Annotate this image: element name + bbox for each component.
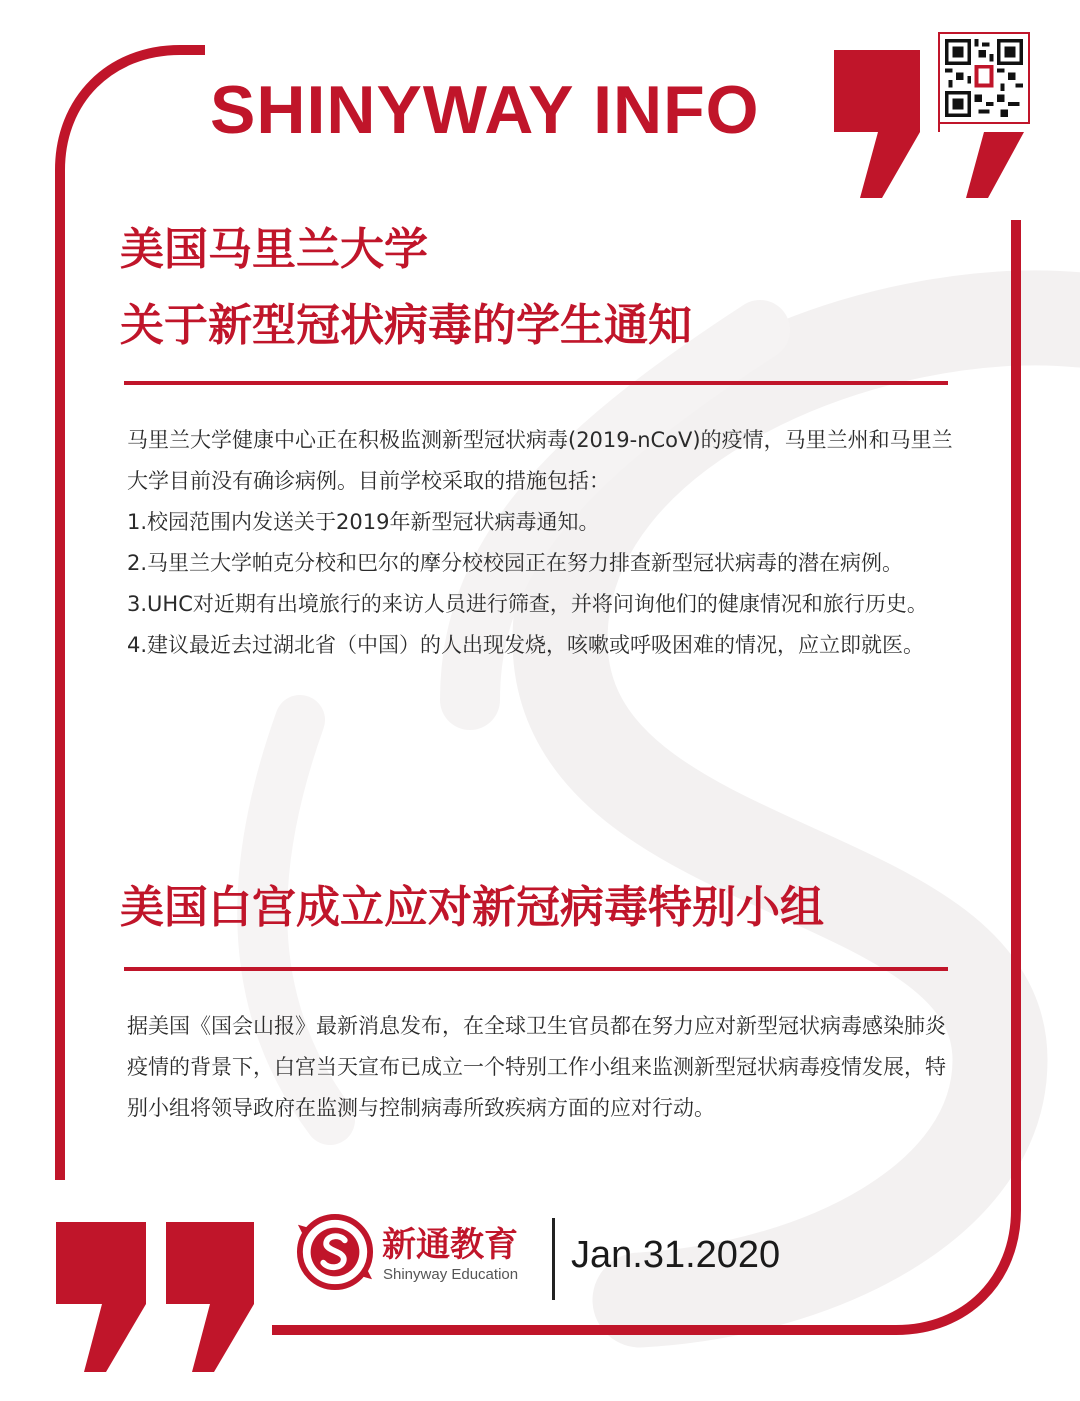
opening-quote-icon bbox=[56, 1222, 254, 1372]
section1-list-item-4: 4.建议最近去过湖北省（中国）的人出现发烧，咳嗽或呼吸困难的情况，应立即就医。 bbox=[127, 633, 925, 657]
footer-divider bbox=[552, 1218, 555, 1300]
section1-title-line2: 关于新型冠状病毒的学生通知 bbox=[120, 300, 692, 351]
section1-body bbox=[127, 420, 955, 666]
section2-paragraph: 据美国《国会山报》最新消息发布，在全球卫生官员都在努力应对新型冠状病毒感染肺炎疫情的背景下，白宫当天宣布已成立一个特别工作小组来监测新型冠状病毒疫情发展，特别小组将领导政府在监测与控制病毒所致疾病方面的应对行动。 bbox=[127, 1014, 946, 1120]
section1-list-item-1: 1.校园范围内发送关于2019年新型冠状病毒通知。 bbox=[127, 510, 600, 534]
header-title: SHINYWAY INFO bbox=[210, 72, 760, 148]
brand-name-en: Shinyway Education bbox=[383, 1266, 519, 1283]
section1-list-item-3: 3.UHC对近期有出境旅行的来访人员进行筛查，并将问询他们的健康情况和旅行历史。 bbox=[127, 592, 928, 616]
brand-name-cn: 新通教育 bbox=[382, 1225, 518, 1265]
section1-divider bbox=[124, 381, 948, 385]
section2-divider bbox=[124, 967, 948, 971]
section1-list-item-2: 2.马里兰大学帕克分校和巴尔的摩分校校园正在努力排查新型冠状病毒的潜在病例。 bbox=[127, 551, 904, 575]
shinyway-logo-icon bbox=[296, 1212, 374, 1292]
qr-code-icon bbox=[945, 39, 1023, 117]
section2-title: 美国白宫成立应对新冠病毒特别小组 bbox=[120, 882, 824, 933]
qr-code bbox=[938, 32, 1030, 124]
section1-paragraph: 马里兰大学健康中心正在积极监测新型冠状病毒(2019-nCoV)的疫情，马里兰州和马里兰大学目前没有确诊病例。目前学校采取的措施包括： bbox=[127, 428, 953, 493]
footer-date: Jan.31.2020 bbox=[571, 1234, 781, 1276]
section2-body bbox=[127, 1006, 955, 1129]
section1-title-line1: 美国马里兰大学 bbox=[120, 224, 428, 275]
